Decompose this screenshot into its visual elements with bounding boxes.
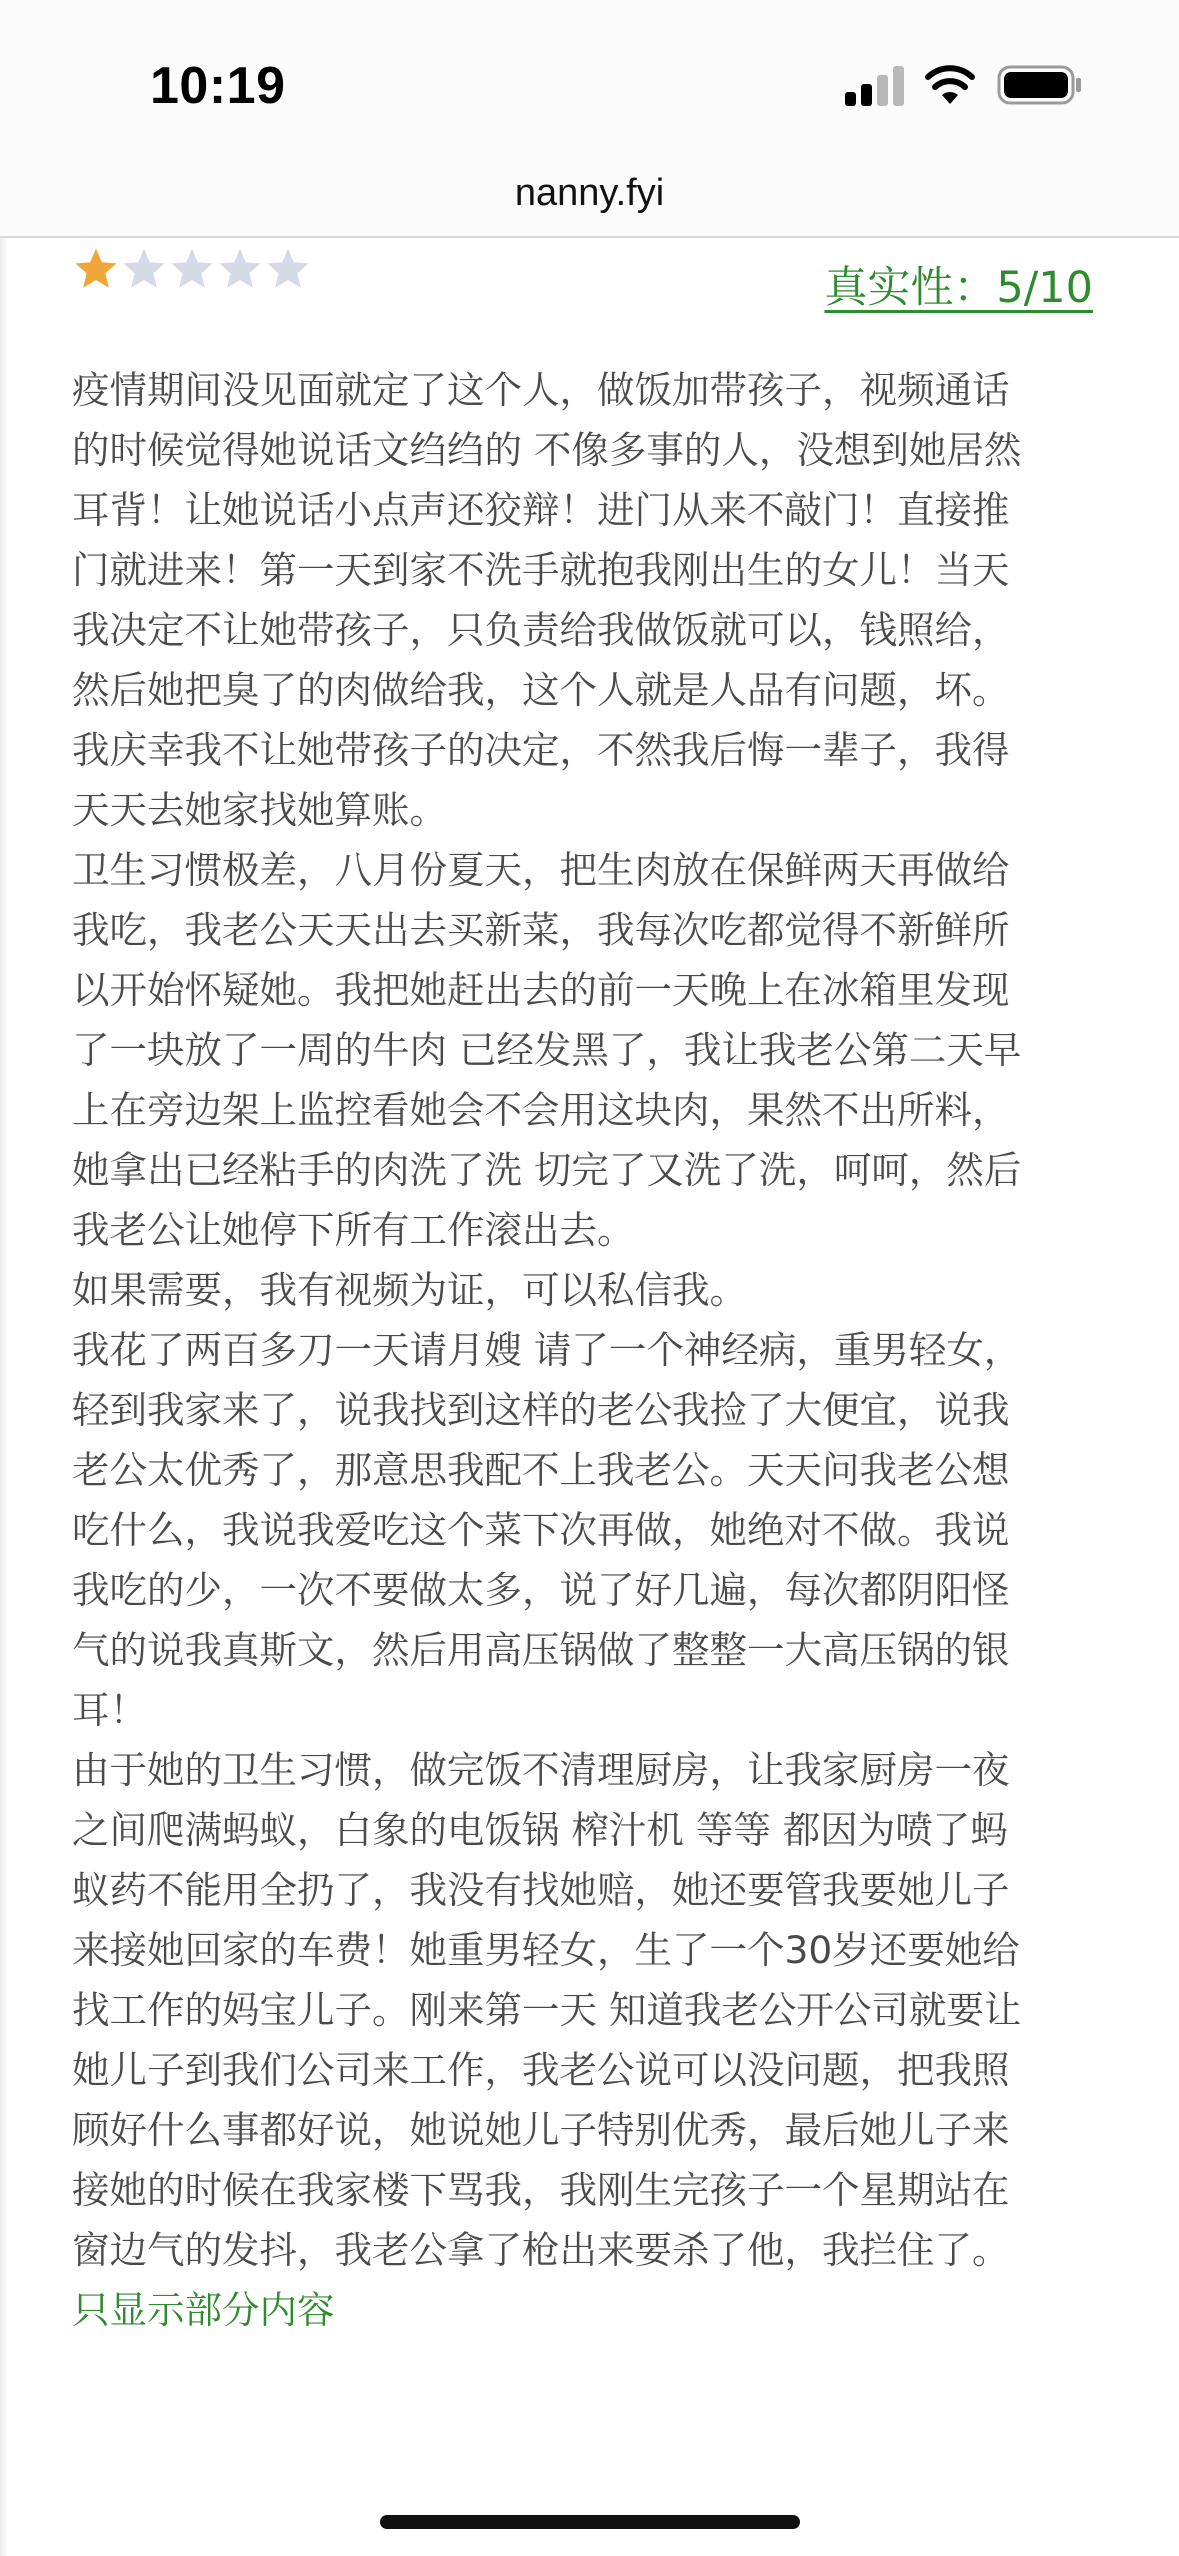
review-line: 窗边气的发抖，我老公拿了枪出来要杀了他，我拦住了。 <box>72 2228 1010 2272</box>
review-line: 卫生习惯极差，八月份夏天，把生肉放在保鲜两天再做给 <box>72 848 1010 892</box>
url-text[interactable]: nanny.fyi <box>514 172 665 214</box>
battery-icon <box>997 64 1083 106</box>
review-line: 然后她把臭了的肉做给我，这个人就是人品有问题，坏。 <box>72 668 1010 712</box>
star-empty-icon <box>264 245 312 293</box>
review-line: 老公太优秀了，那意思我配不上我老公。天天问我老公想 <box>72 1448 1010 1492</box>
review-line: 天天去她家找她算账。 <box>72 788 447 832</box>
review-line: 我花了两百多刀一天请月嫂 请了一个神经病，重男轻女， <box>72 1328 1022 1372</box>
star-empty-icon <box>168 245 216 293</box>
status-time: 10:19 <box>150 57 286 115</box>
review-line: 蚁药不能用全扔了，我没有找她赔，她还要管我要她儿子 <box>72 1868 1010 1912</box>
review-line: 我庆幸我不让她带孩子的决定，不然我后悔一辈子，我得 <box>72 728 1010 772</box>
review-line: 之间爬满蚂蚁，白象的电饭锅 榨汁机 等等 都因为喷了蚂 <box>72 1808 1008 1852</box>
status-bar <box>0 0 1179 150</box>
review-line: 找工作的妈宝儿子。刚来第一天 知道我老公开公司就要让 <box>72 1988 1022 2032</box>
review-line: 疫情期间没见面就定了这个人，做饭加带孩子，视频通话 <box>72 368 1010 412</box>
address-bar[interactable] <box>0 150 1179 238</box>
star-empty-icon <box>120 245 168 293</box>
review-line: 上在旁边架上监控看她会不会用这块肉，果然不出所料， <box>72 1088 1010 1132</box>
review-line: 以开始怀疑她。我把她赶出去的前一天晚上在冰箱里发现 <box>72 968 1010 1012</box>
wifi-icon <box>924 62 976 106</box>
review-line: 由于她的卫生习惯，做完饭不清理厨房，让我家厨房一夜 <box>72 1748 1010 1792</box>
show-more-link[interactable]: 只显示部分内容 <box>72 2288 335 2332</box>
review-lines <box>72 360 1112 2280</box>
review-line: 了一块放了一周的牛肉 已经发黑了，我让我老公第二天早 <box>72 1028 1022 1072</box>
star-filled-icon <box>72 245 120 293</box>
home-indicator[interactable] <box>380 2515 800 2529</box>
review-line: 门就进来！第一天到家不洗手就抱我刚出生的女儿！当天 <box>72 548 1010 592</box>
review-line: 她拿出已经粘手的肉洗了洗 切完了又洗了洗，呵呵，然后 <box>72 1148 1022 1192</box>
review-line: 我老公让她停下所有工作滚出去。 <box>72 1208 635 1252</box>
review-line: 顾好什么事都好说，她说她儿子特别优秀，最后她儿子来 <box>72 2108 1010 2152</box>
review-line: 她儿子到我们公司来工作，我老公说可以没问题，把我照 <box>72 2048 1010 2092</box>
star-empty-icon <box>216 245 264 293</box>
review-line: 轻到我家来了，说我找到这样的老公我捡了大便宜，说我 <box>72 1388 1010 1432</box>
review-line: 如果需要，我有视频为证，可以私信我。 <box>72 1268 747 1312</box>
star-rating <box>72 245 312 301</box>
review-line: 我吃，我老公天天出去买新菜，我每次吃都觉得不新鲜所 <box>72 908 1010 952</box>
review-line: 我决定不让她带孩子，只负责给我做饭就可以，钱照给， <box>72 608 1010 652</box>
page-edge-shadow <box>0 238 8 2556</box>
review-text <box>72 360 1112 2340</box>
review-line: 接她的时候在我家楼下骂我，我刚生完孩子一个星期站在 <box>72 2168 1010 2212</box>
review-line: 我吃的少，一次不要做太多，说了好几遍，每次都阴阳怪 <box>72 1568 1010 1612</box>
review-line: 气的说我真斯文，然后用高压锅做了整整一大高压锅的银 <box>72 1628 1010 1672</box>
review-line: 吃什么，我说我爱吃这个菜下次再做，她绝对不做。我说 <box>72 1508 1010 1552</box>
review-line: 耳背！让她说话小点声还狡辩！进门从来不敲门！直接推 <box>72 488 1010 532</box>
review-line: 耳！ <box>72 1688 147 1732</box>
cellular-signal-icon <box>845 66 905 106</box>
review-line: 来接她回家的车费！她重男轻女，生了一个30岁还要她给 <box>72 1928 1020 1972</box>
authenticity-score[interactable]: 真实性：5/10 <box>824 263 1093 313</box>
review-line: 的时候觉得她说话文绉绉的 不像多事的人，没想到她居然 <box>72 428 1022 472</box>
